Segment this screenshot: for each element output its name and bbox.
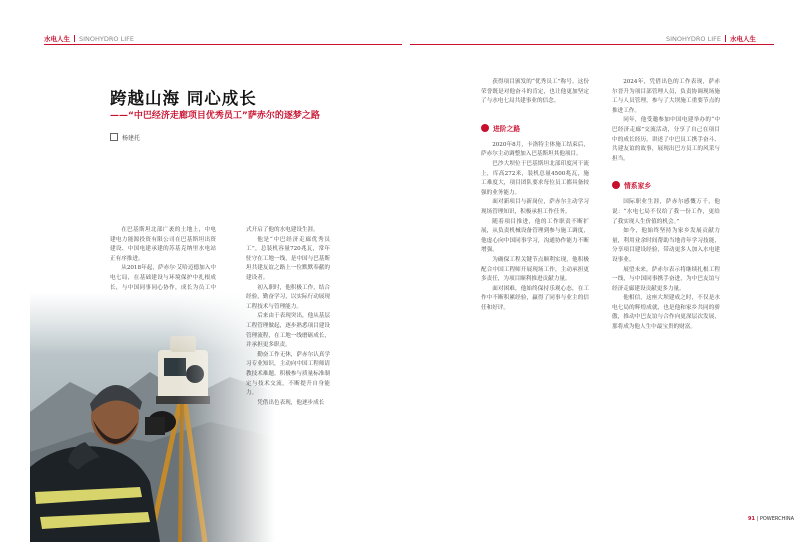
header-left-section: 水电人生 <box>44 35 70 43</box>
paragraph: 2020年8月，卡洛特主体施工结束后，萨赤尔主动调整加入巴基斯坦其他项目。 <box>481 141 589 158</box>
paragraph: 随着项目推进，他的工作职责不断扩展，从负责机械设备管理到参与施工调度，他虚心向中国同事学习，沟通协作能力不断增强。 <box>481 218 589 254</box>
paragraph: 他是“中巴经济走廊优秀员工”，总装机容量720兆瓦，常年驻守在工地一线，是中国与巴基斯坦共建友谊之路上一位默默奉献的建设者。 <box>246 236 330 281</box>
column-4 <box>612 78 720 333</box>
section-heading-3 <box>612 178 720 194</box>
author-line <box>110 133 140 142</box>
paragraph: 为确保工程关键节点顺利实现，他积极配合中国工程师开展现场工作，主动承担更多责任，为项目顺利推进贡献力量。 <box>481 256 589 283</box>
paragraph: 面对困难，他始终保持乐观心态，在工作中不断积累经验，赢得了同事与业主的信任和好评。 <box>481 285 589 311</box>
section-title: 进阶之路 <box>493 124 521 133</box>
worker-photo <box>30 292 275 542</box>
article-title: 跨越山海 同心成长 <box>110 89 257 108</box>
paragraph: 面对新项目与新岗位，萨赤尔主动学习现场管理知识，积极承担工作任务。 <box>481 199 589 215</box>
author-icon <box>110 133 118 141</box>
page-number: 91 <box>747 516 755 522</box>
header-right-section: 水电人生 <box>729 35 756 43</box>
paragraph: 初入职时，他积极工作，结合经验，勤奋学习，以实际行动展现工程技术与管理能力。 <box>246 284 330 310</box>
header-left-rule <box>44 44 402 45</box>
section-title: 情系家乡 <box>624 182 652 191</box>
header-right-english: SINOHYDRO LIFE <box>666 35 721 43</box>
paragraph: 后来由于表现突出，他从基层工程管理做起，逐步熟悉项目建设管理流程，在工地一线磨砺成长，并承担更多职责。 <box>246 313 330 349</box>
paragraph: 2024年，凭借出色的工作表现，萨赤尔晋升为项目部管理人员，负责协调现场施工与人员管理，参与了大坝施工重要节点的推进工作。 <box>612 79 720 114</box>
paragraph: 同年，他受邀参加中国电建举办的“中巴经济走廊”交流活动，分享了自己在项目中的成长经历，讲述了中巴员工携手奋斗、共建友谊的故事，展现出巴方员工的风采与担当。 <box>612 117 720 162</box>
worker-surveying-illustration <box>30 292 275 542</box>
column-2 <box>246 226 330 408</box>
paragraph: 巴沙大坝位于巴基斯坦北部印度河干流上，库高272米，装机总量4500兆瓦，施工难度大，项目团队要求每位员工都具备较强的业务能力。 <box>481 160 589 196</box>
header-right-rule <box>410 44 774 45</box>
paragraph: 他相信，这座大坝建成之时，不仅是水电七局的辉煌成就，也是他和家乡共同的骄傲，推动中巴友谊与合作向更深层次发展，那将成为他人生中最宝贵的财富。 <box>612 295 720 331</box>
article-subtitle: ——“中巴经济走廊项目优秀员工”萨赤尔的逐梦之路 <box>110 111 320 121</box>
footer-brand: POWERCHINA <box>759 516 794 522</box>
paragraph: 国际职业生涯，萨赤尔感慨万千，他说：“水电七局不仅给了我一份工作，更给了我实现人生价值的机会。” <box>612 199 720 225</box>
paragraph: 式开启了他的水电建设生涯。 <box>246 227 319 233</box>
paragraph: 如今，他始终坚持为家乡发展贡献力量，利用业余时间帮助当地青年学习技能，分享项目建设经验，带动更多人加入水电建设事业。 <box>612 228 720 263</box>
author-name: 杨建托 <box>122 135 141 142</box>
section-dot-icon <box>612 181 620 189</box>
page-footer: 91 | POWERCHINA <box>747 516 794 522</box>
section-heading-2 <box>481 121 589 137</box>
section-dot-icon <box>481 124 489 132</box>
column-3 <box>481 78 589 313</box>
paragraph: 凭借出色表现，他逐步成长 <box>257 399 325 406</box>
paragraph: 展望未来，萨赤尔表示将继续扎根工程一线，与中国同事携手奋进，为中巴友谊与经济走廊建设贡献更多力量。 <box>612 266 720 292</box>
header-left-english: SINOHYDRO LIFE <box>79 35 134 43</box>
paragraph: 获得项目颁发的“优秀员工”称号。这份荣誉既是对他奋斗的肯定，也让他更加坚定了与水电七局共建事业的信念。 <box>481 79 589 105</box>
paragraph: 勤奋工作无休，萨赤尔认真学习专业知识，主动向中国工程师请教技术难题。积极参与质量标准制定与技术交流，不断提升自身能力。 <box>246 351 330 397</box>
paragraph: 从2018年起，萨赤尔·艾哈迈德加入中电七局，在基础建设与环境保护中扎根成长，与中国同事同心协作，成长为员工中 <box>110 265 216 291</box>
paragraph: 在巴基斯坦北部广袤的土地上，中电建电力能源投资有限公司在巴基斯坦出资建设、中国电建承建的苏基克纳里水电站正有序推进。 <box>110 227 216 262</box>
